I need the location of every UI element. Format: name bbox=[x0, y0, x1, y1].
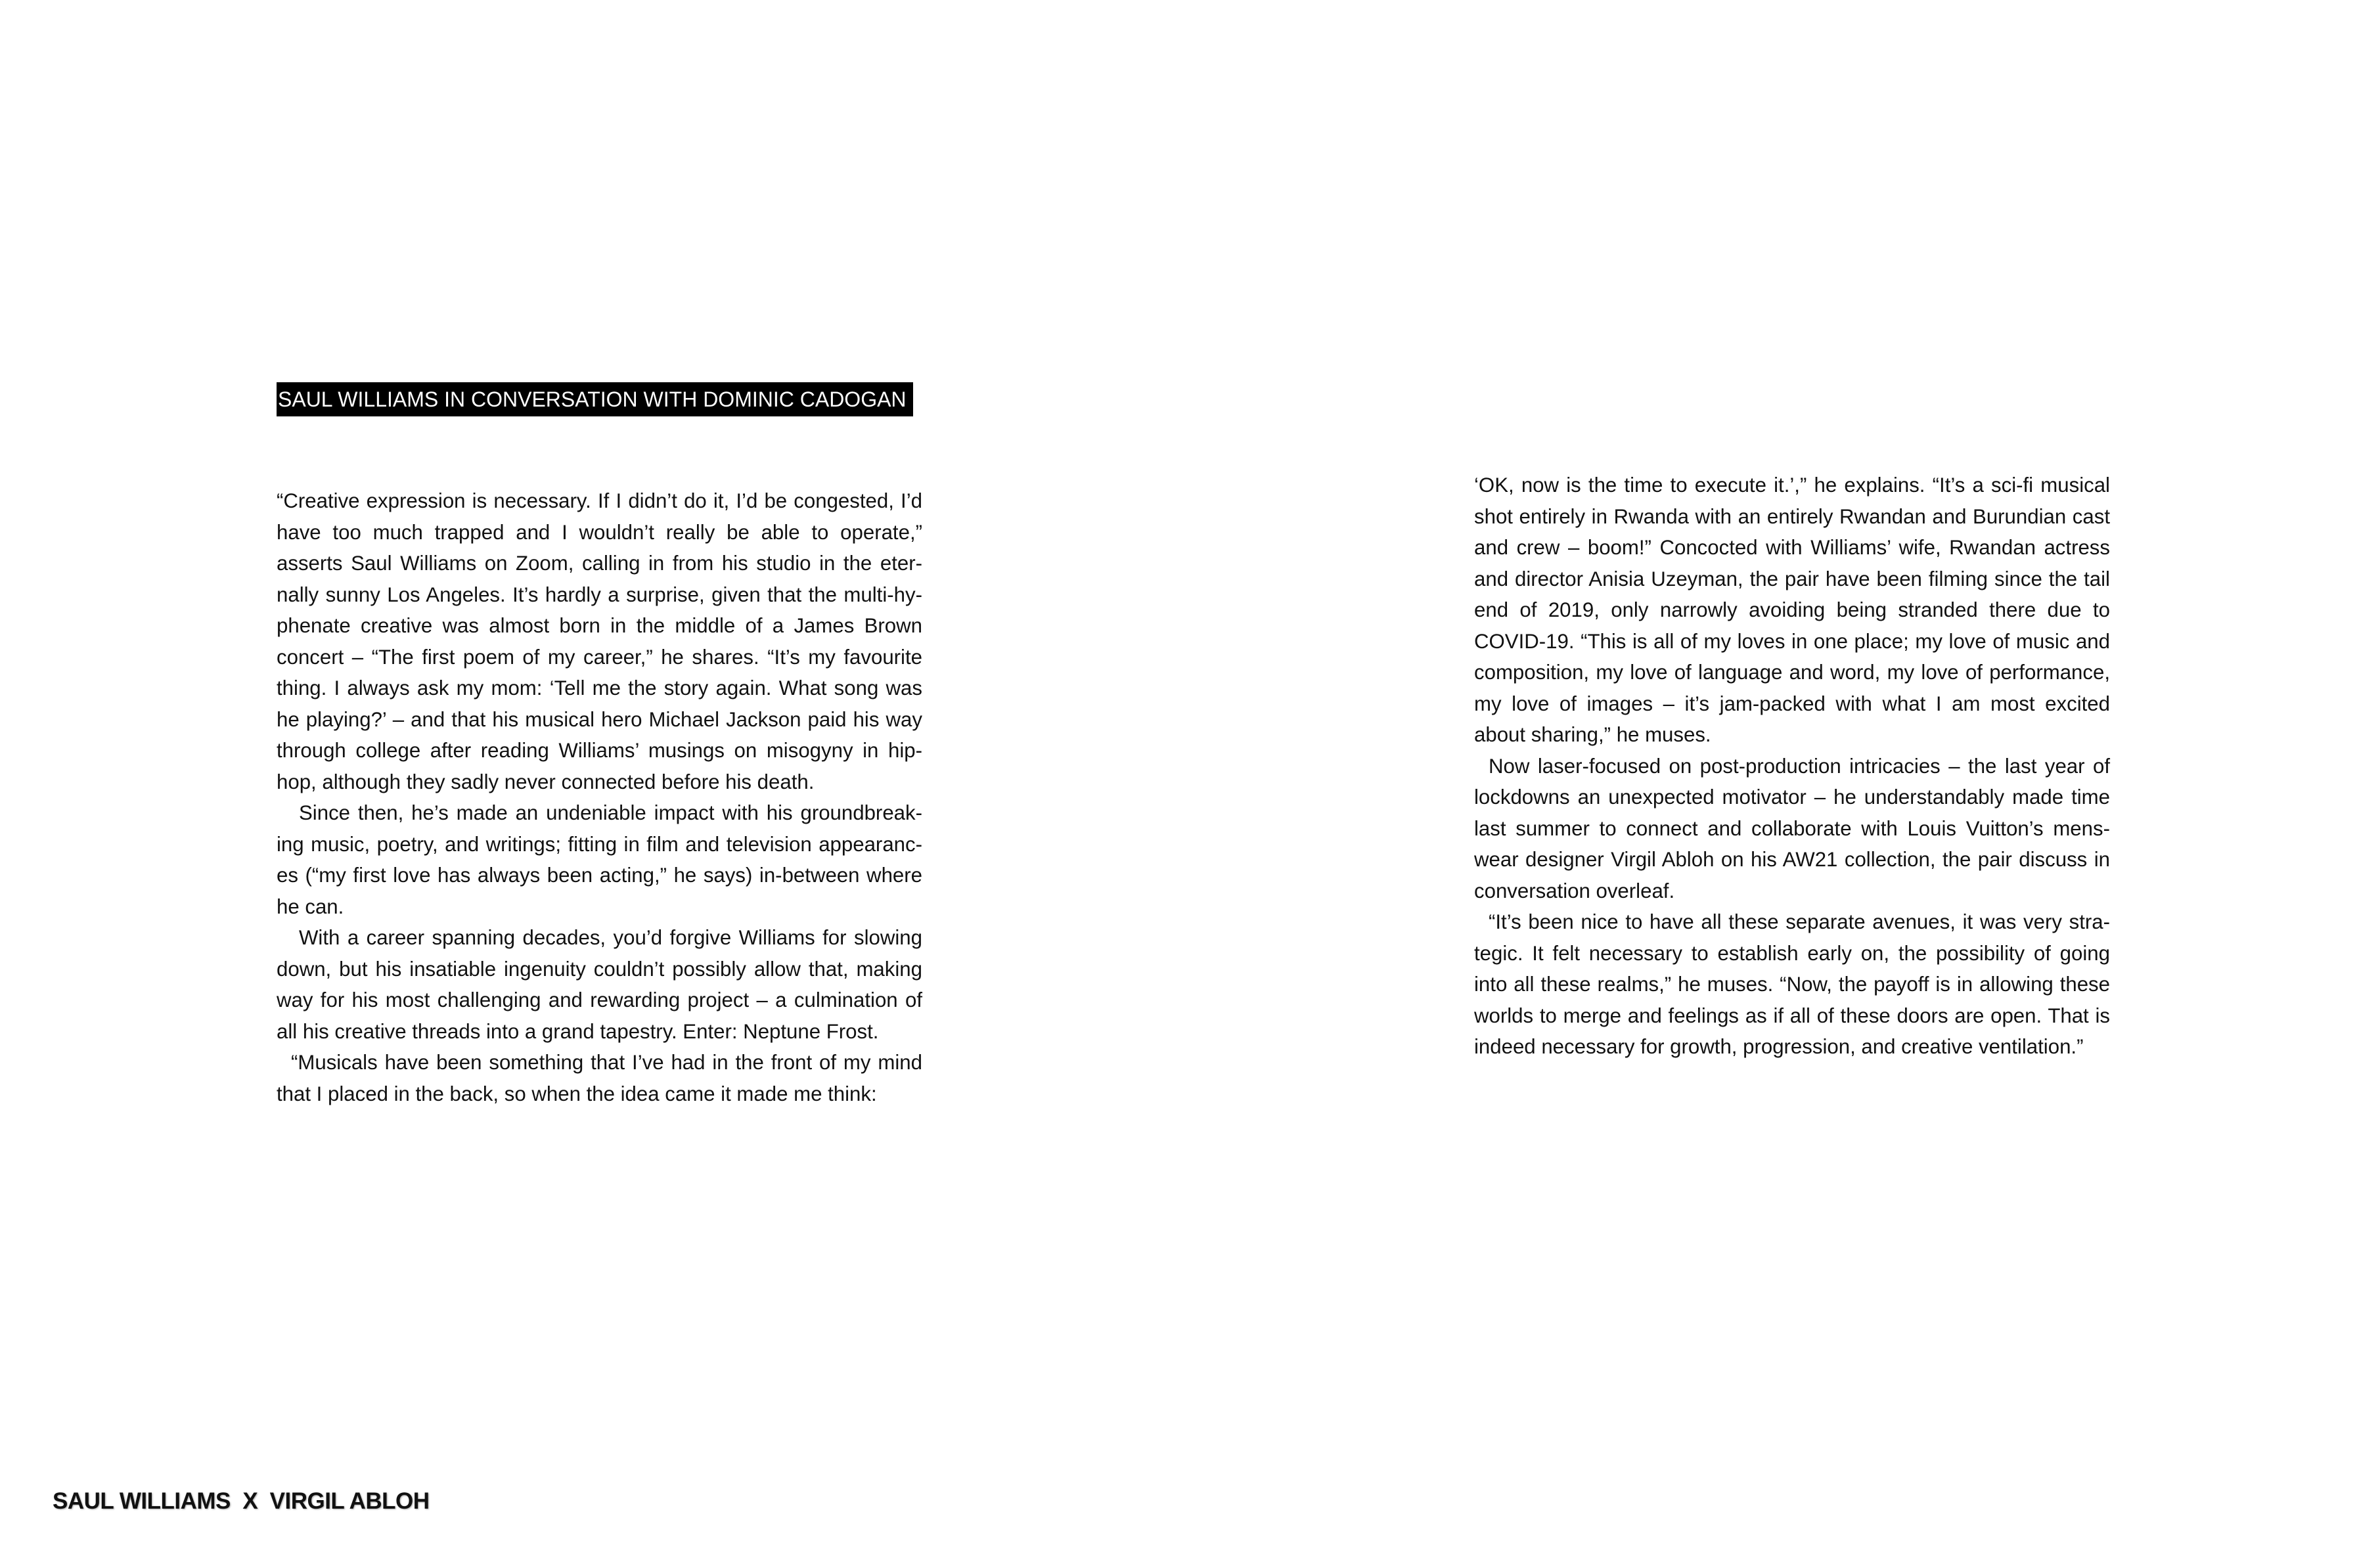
paragraph-execute: ‘OK, now is the time to execute it.’,” he explains. “It’s a sci-fi musical shot entirely in Rwanda with an entirely Rwandan and Burundian cast and crew – boom!” Concocted with Williams’ wife, Rwandan actress and director Anisia Uzeyman, the pair have been filming since the tail end of 2019, only narrowly avoiding being stranded there due to COVID-19. “This is all of my loves in one place; my love of music and composition, my love of language and word, my love of performance, my love of images – it’s jam-packed with what I am most excited about sharing,” he muses. bbox=[1474, 474, 2110, 746]
paragraph-musicals: “Musicals have been something that I’ve had in the front of my mind that I placed in the back, so when the idea came it made me think: bbox=[277, 1051, 922, 1105]
right-text-column bbox=[1474, 470, 2110, 1063]
paragraph-career: With a career spanning decades, you’d forgive Williams for slowing down, but his insatiable ingenuity couldn’t possibly allow that, making way for his most challenging and rewarding project – a culmination of all his creative threads into a grand tapestry. Enter: Neptune Frost. bbox=[277, 926, 922, 1043]
footer-title: SAUL WILLIAMS X VIRGIL ABLOH bbox=[53, 1488, 430, 1514]
paragraph-avenues: “It’s been nice to have all these separate avenues, it was very strategic. It felt necessary to establish early on, the possibility of going into all these realms,” he muses. “Now, the payoff is in allowing these worlds to merge and feelings as if all of these doors are open. That is indeed necessary for growth, progression, and creative ventilation.” bbox=[1474, 910, 2110, 1058]
paragraph-post-production: Now laser-focused on post-production intricacies – the last year of lockdowns an unexpected motivator – he understandably made time last summer to connect and collaborate with Louis Vuitton’s menswear designer Virgil Abloh on his AW21 collection, the pair discuss in conversation overleaf. bbox=[1474, 754, 2110, 902]
article-header-label: SAUL WILLIAMS IN CONVERSATION WITH DOMINIC CADOGAN bbox=[277, 382, 913, 416]
paragraph-since-then: Since then, he’s made an undeniable impact with his groundbreaking music, poetry, and writings; fitting in film and television appearances (“my first love has always been acting,” he says) in-between where he can. bbox=[277, 801, 922, 918]
paragraph-intro: “Creative expression is necessary. If I didn’t do it, I’d be congested, I’d have too much trapped and I wouldn’t really be able to operate,” asserts Saul Williams on Zoom, calling in from his studio in the eternally sunny Los Angeles. It’s hardly a surprise, given that the multi-hyphenate creative was almost born in the middle of a James Brown concert – “The first poem of my career,” he shares. “It’s my favourite thing. I always ask my mom: ‘Tell me the story again. What song was he playing?’ – and that his musical hero Michael Jackson paid his way through college after reading Williams’ musings on misogyny in hip-hop, although they sadly never connected before his death. bbox=[277, 489, 922, 793]
left-text-column bbox=[277, 485, 922, 1109]
